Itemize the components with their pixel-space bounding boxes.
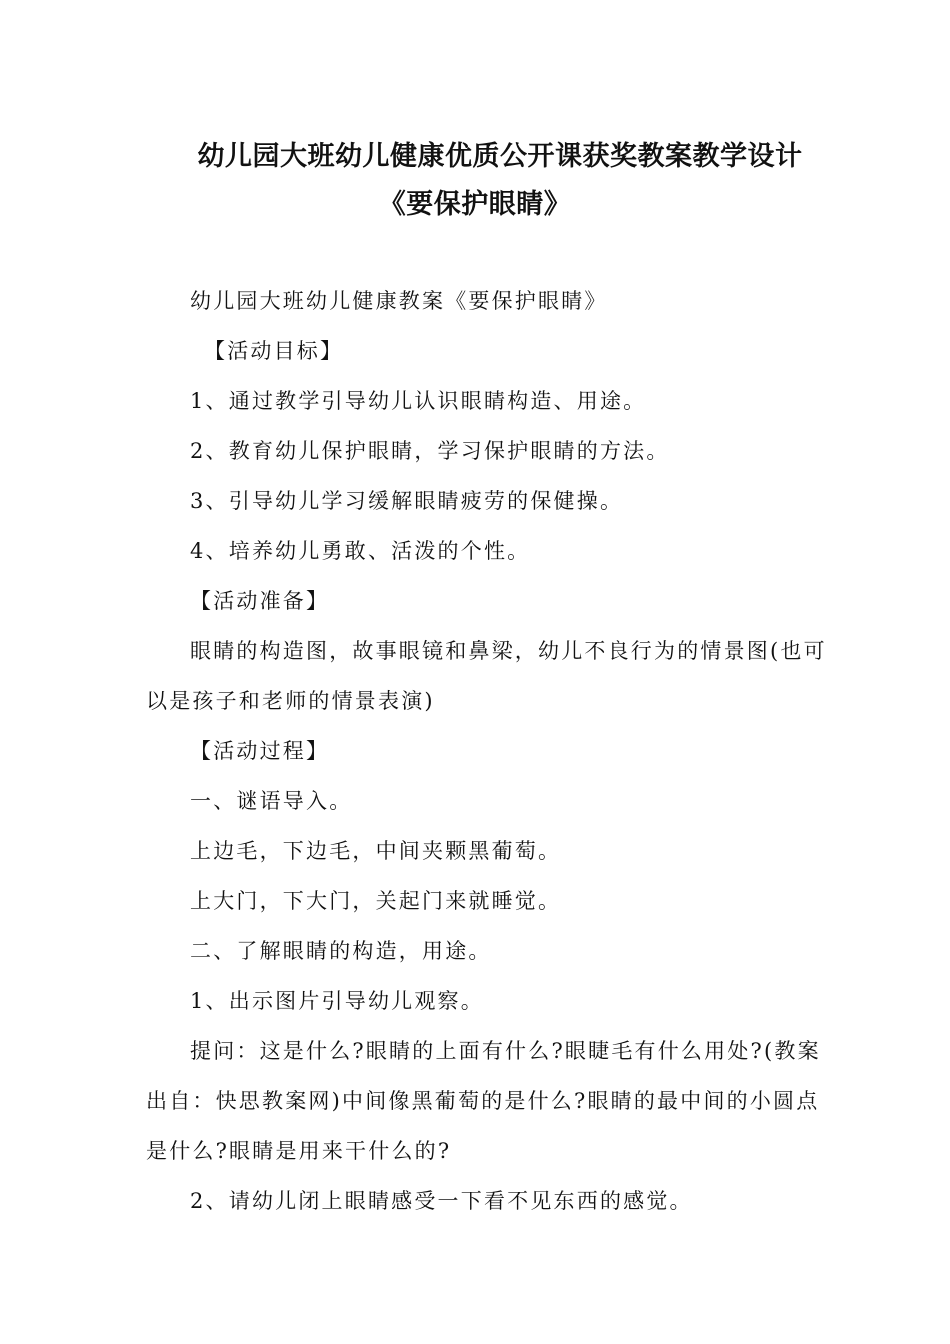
section-heading-activity-process: 【活动过程】 bbox=[190, 739, 330, 763]
body-paragraph: 上大门，下大门，关起门来就睡觉。 bbox=[190, 889, 562, 913]
document-title-line-1: 幼儿园大班幼儿健康优质公开课获奖教案教学设计 bbox=[197, 141, 803, 172]
body-paragraph: 3、引导幼儿学习缓解眼睛疲劳的保健操。 bbox=[190, 489, 624, 513]
body-paragraph: 上边毛，下边毛，中间夹颗黑葡萄。 bbox=[190, 839, 562, 863]
body-paragraph-continuation: 是什么?眼睛是用来干什么的? bbox=[146, 1139, 452, 1163]
section-heading-activity-goals: 【活动目标】 bbox=[204, 339, 344, 363]
body-paragraph-continuation: 出自：快思教案网)中间像黑葡萄的是什么?眼睛的最中间的小圆点 bbox=[146, 1089, 820, 1113]
body-paragraph-continuation: 以是孩子和老师的情景表演) bbox=[146, 689, 435, 713]
body-paragraph: 一、谜语导入。 bbox=[190, 789, 353, 813]
body-paragraph: 2、请幼儿闭上眼睛感受一下看不见东西的感觉。 bbox=[190, 1189, 693, 1213]
body-paragraph: 1、出示图片引导幼儿观察。 bbox=[190, 989, 484, 1013]
body-paragraph: 幼儿园大班幼儿健康教案《要保护眼睛》 bbox=[190, 289, 608, 313]
body-paragraph: 提问：这是什么?眼睛的上面有什么?眼睫毛有什么用处?(教案 bbox=[190, 1039, 821, 1063]
body-paragraph: 1、通过教学引导幼儿认识眼睛构造、用途。 bbox=[190, 389, 647, 413]
document-title-line-2: 《要保护眼睛》 bbox=[378, 189, 572, 220]
body-paragraph: 二、了解眼睛的构造，用途。 bbox=[190, 939, 492, 963]
body-paragraph: 2、教育幼儿保护眼睛，学习保护眼睛的方法。 bbox=[190, 439, 670, 463]
body-paragraph: 4、培养幼儿勇敢、活泼的个性。 bbox=[190, 539, 531, 563]
body-paragraph: 眼睛的构造图，故事眼镜和鼻梁，幼儿不良行为的情景图(也可 bbox=[190, 639, 827, 663]
section-heading-activity-preparation: 【活动准备】 bbox=[190, 589, 330, 613]
